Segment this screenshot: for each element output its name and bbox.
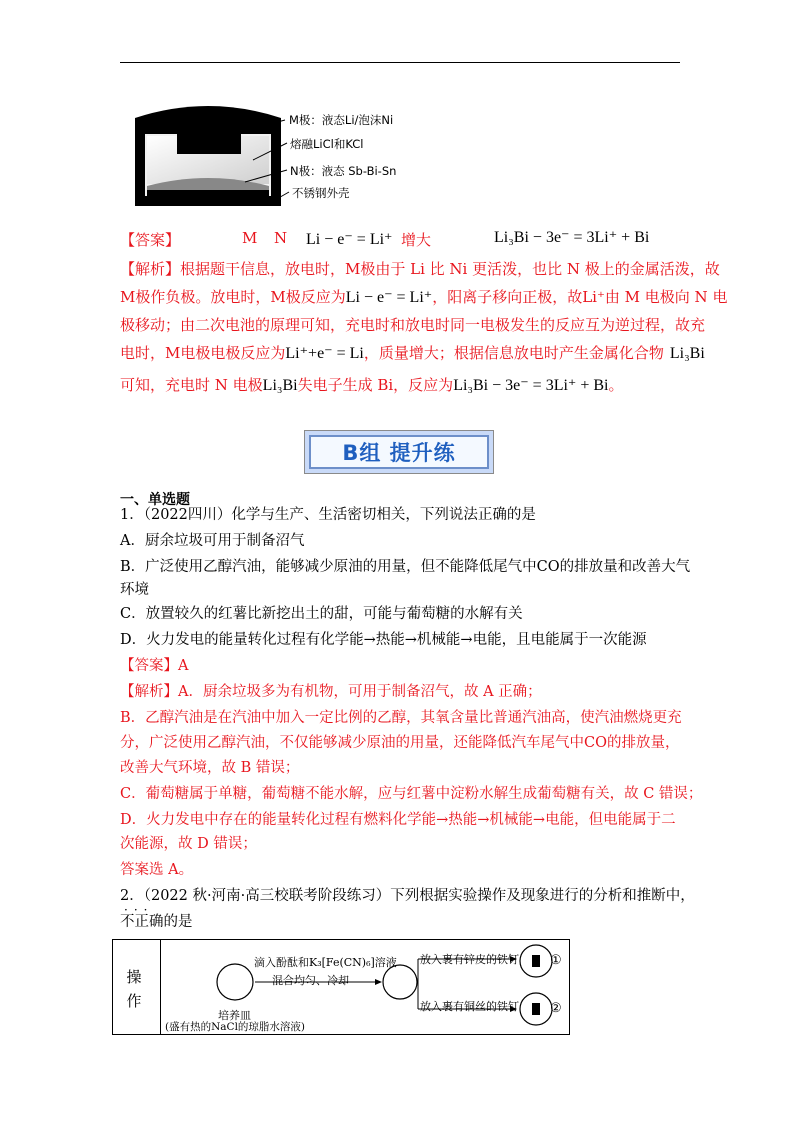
mark-1: ①	[550, 953, 562, 968]
q1-analysis-1: 【解析】A．厨余垃圾多为有机物，可用于制备沼气，故 A 正确；	[120, 684, 542, 700]
analysis1-line4a: 电时，M电极电极反应为	[120, 344, 286, 362]
q2-stem: 2．（2022 秋·河南·高三校联考阶段练习）下列根据实验操作及现象进行的分析和推断中，	[120, 888, 695, 904]
branch1-label: 放入裹有锌皮的铁钉	[420, 953, 519, 966]
analysis1-line5eq1: Li₃Bi	[262, 377, 298, 394]
dish-note: (盛有热的NaCl的琼脂水溶液)	[165, 1021, 306, 1033]
table-op-label	[122, 965, 146, 1013]
analysis1-line5	[120, 375, 624, 396]
q1-option-c: C．放置较久的红薯比新挖出土的甜，可能与葡萄糖的水解有关	[120, 606, 523, 622]
answer-eq1: Li − e⁻ = Li⁺	[306, 231, 393, 248]
answer-n: N	[274, 229, 288, 247]
q1-option-b-line2: 环境	[120, 582, 149, 598]
analysis1-line2a: M极作负极。放电时，M极反应为	[120, 288, 346, 306]
op-label-2: 作	[126, 992, 142, 1010]
section-title: 一、单选题	[120, 492, 190, 508]
flow-step1: 滴入酚酞和K₃[Fe(CN)₆]溶液	[254, 956, 397, 969]
q1-analysis-5: C．葡萄糖属于单糖，葡萄糖不能水解，应与红薯中淀粉水解生成葡萄糖有关，故 C 错误；	[120, 786, 703, 802]
answer-m: M	[242, 229, 258, 247]
section-banner	[304, 430, 494, 474]
branch2-label: 放入裹有铜丝的铁钉	[420, 1000, 519, 1013]
answer-tag: 【答案】	[120, 231, 181, 249]
emphasis-dots: ···	[124, 903, 154, 917]
q1-stem: 1．（2022四川）化学与生产、生活密切相关，下列说法正确的是	[120, 507, 536, 523]
q1-analysis-3: 分，广泛使用乙醇汽油，不仅能够减少原油的用量，还能降低汽车尾气中CO的排放量，	[120, 735, 680, 751]
label-shell: 不锈钢外壳	[292, 186, 350, 200]
label-m-pole: M极：液态Li/泡沫Ni	[289, 113, 394, 127]
flow-step2: 混合均匀、冷却	[272, 974, 349, 987]
dish-label: 培养皿	[218, 1009, 251, 1022]
q1-answer: 【答案】A	[120, 658, 189, 674]
analysis1-line1: 【解析】根据题干信息，放电时，M极由于 Li 比 Ni 更活泼，也比 N 极上的金属活泼，故	[120, 260, 720, 278]
q1-analysis-6: D．火力发电中存在的能量转化过程有燃料化学能→热能→机械能→电能，但电能属于二	[120, 812, 676, 828]
analysis1-line5a: 可知，充电时 N 电极	[120, 376, 263, 394]
analysis1-line3: 极移动；由二次电池的原理可知，充电时和放电时同一电极发生的反应互为逆过程，故充	[120, 316, 706, 334]
q1-analysis-7: 次能源，故 D 错误；	[120, 836, 257, 852]
analysis1-line5b: 失电子生成 Bi，反应为	[297, 376, 454, 394]
analysis1-line2	[120, 287, 727, 308]
analysis1-line4c: Li₃Bi	[669, 345, 705, 362]
q1-analysis-4: 改善大气环境，故 B 错误；	[120, 760, 300, 776]
section-banner-text: B组 提升练	[309, 435, 489, 469]
analysis1-line5c: 。	[608, 376, 624, 394]
q1-analysis-8: 答案选 A。	[120, 862, 194, 878]
analysis1-line5eq2: Li₃Bi − 3e⁻ = 3Li⁺ + Bi	[453, 377, 609, 394]
mark-2: ②	[550, 1001, 562, 1016]
q1-option-d: D．火力发电的能量转化过程有化学能→热能→机械能→电能，且电能属于一次能源	[120, 632, 647, 648]
q1-option-b-line1: B．广泛使用乙醇汽油，能够减少原油的用量，但不能降低尾气中CO的排放量和改善大气	[120, 559, 691, 575]
q1-analysis-2: B．乙醇汽油是在汽油中加入一定比例的乙醇，其氧含量比普通汽油高，使汽油燃烧更充	[120, 710, 682, 726]
op-label-1: 操	[126, 968, 142, 986]
analysis1-line4b: ，质量增大；根据信息放电时产生金属化合物	[363, 344, 664, 362]
analysis1-line2b: ，阳离子移向正极，故Li⁺由 M 电极向 N 电	[432, 288, 728, 306]
q1-option-a: A．厨余垃圾可用于制备沼气	[120, 533, 305, 549]
label-n-pole: N极：液态 Sb-Bi-Sn	[290, 164, 397, 178]
answer-word: 增大	[401, 231, 432, 249]
analysis1-line4	[120, 343, 705, 364]
analysis1-line4eq: Li⁺+e⁻ = Li	[285, 345, 364, 362]
label-electrolyte: 熔融LiCl和KCl	[290, 137, 364, 151]
q2-stem-2: 不正确的是	[120, 914, 193, 930]
answer-eq2: Li₃Bi − 3e⁻ = 3Li⁺ + Bi	[494, 229, 650, 246]
analysis1-line2eq: Li − e⁻ = Li⁺	[345, 289, 433, 306]
header-rule	[120, 62, 680, 63]
